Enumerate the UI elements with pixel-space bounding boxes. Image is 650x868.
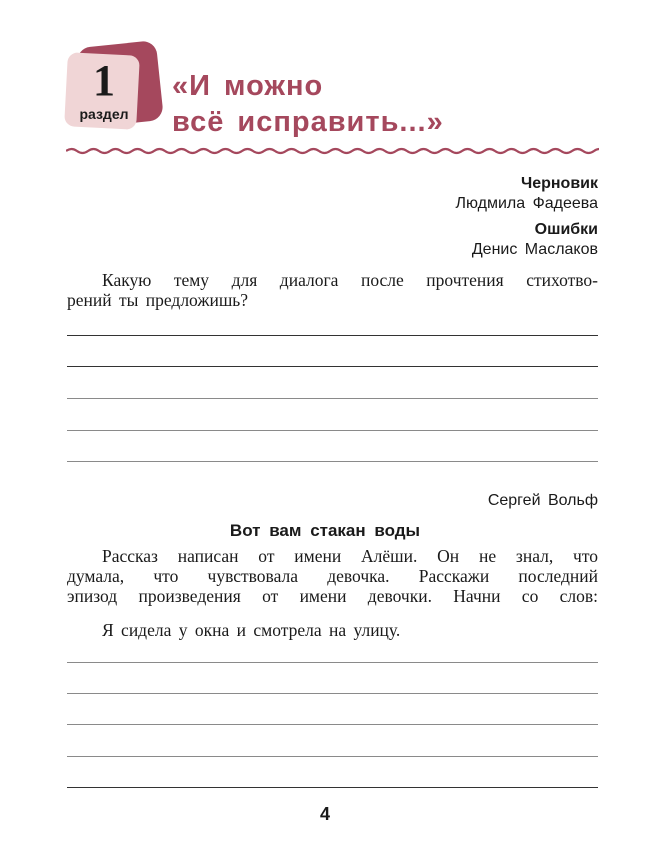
answer-line[interactable]	[67, 756, 598, 757]
answer-line[interactable]	[67, 461, 598, 462]
answer-line[interactable]	[67, 398, 598, 399]
task-text	[67, 546, 598, 606]
wavy-divider	[66, 144, 599, 158]
poem-author: Денис Маслаков	[471, 241, 598, 258]
task-line: Рассказ написан от имени Алёши. Он не знал, что	[102, 546, 598, 566]
story-credit	[488, 491, 598, 511]
answer-line[interactable]	[67, 787, 598, 788]
title-line-1: «И можно	[172, 70, 324, 102]
story-author: Сергей Вольф	[487, 492, 598, 509]
question-line: Какую тему для диалога после прочтения стихотво-	[102, 270, 598, 290]
page-title	[172, 68, 444, 140]
task-line: эпизод произведения от имени девочки. Начни со слов:	[67, 586, 598, 606]
question-line: рений ты предложишь?	[67, 290, 249, 310]
starter-line: Я сидела у окна и смотрела на улицу.	[102, 620, 401, 640]
poem-title: Ошибки	[534, 221, 598, 238]
story-title: Вот вам стакан воды	[229, 521, 421, 540]
answer-line[interactable]	[67, 430, 598, 431]
section-badge	[62, 44, 162, 130]
poem-title: Черновик	[520, 175, 598, 192]
starter-text	[67, 620, 598, 640]
poem-author: Людмила Фадеева	[455, 195, 598, 212]
task-line: думала, что чувствовала девочка. Расскажи последний	[67, 566, 598, 586]
section-label: раздел	[79, 106, 129, 122]
answer-line[interactable]	[67, 724, 598, 725]
page-number: 4	[319, 804, 330, 824]
answer-line[interactable]	[67, 335, 598, 336]
question-text	[67, 270, 598, 310]
answer-line[interactable]	[67, 662, 598, 663]
poem-credit-2	[472, 220, 598, 260]
title-line-2: всё исправить...»	[172, 106, 444, 138]
answer-line[interactable]	[67, 366, 598, 367]
section-number: 1	[93, 56, 115, 105]
answer-line[interactable]	[67, 693, 598, 694]
poem-credit-1	[455, 174, 598, 214]
